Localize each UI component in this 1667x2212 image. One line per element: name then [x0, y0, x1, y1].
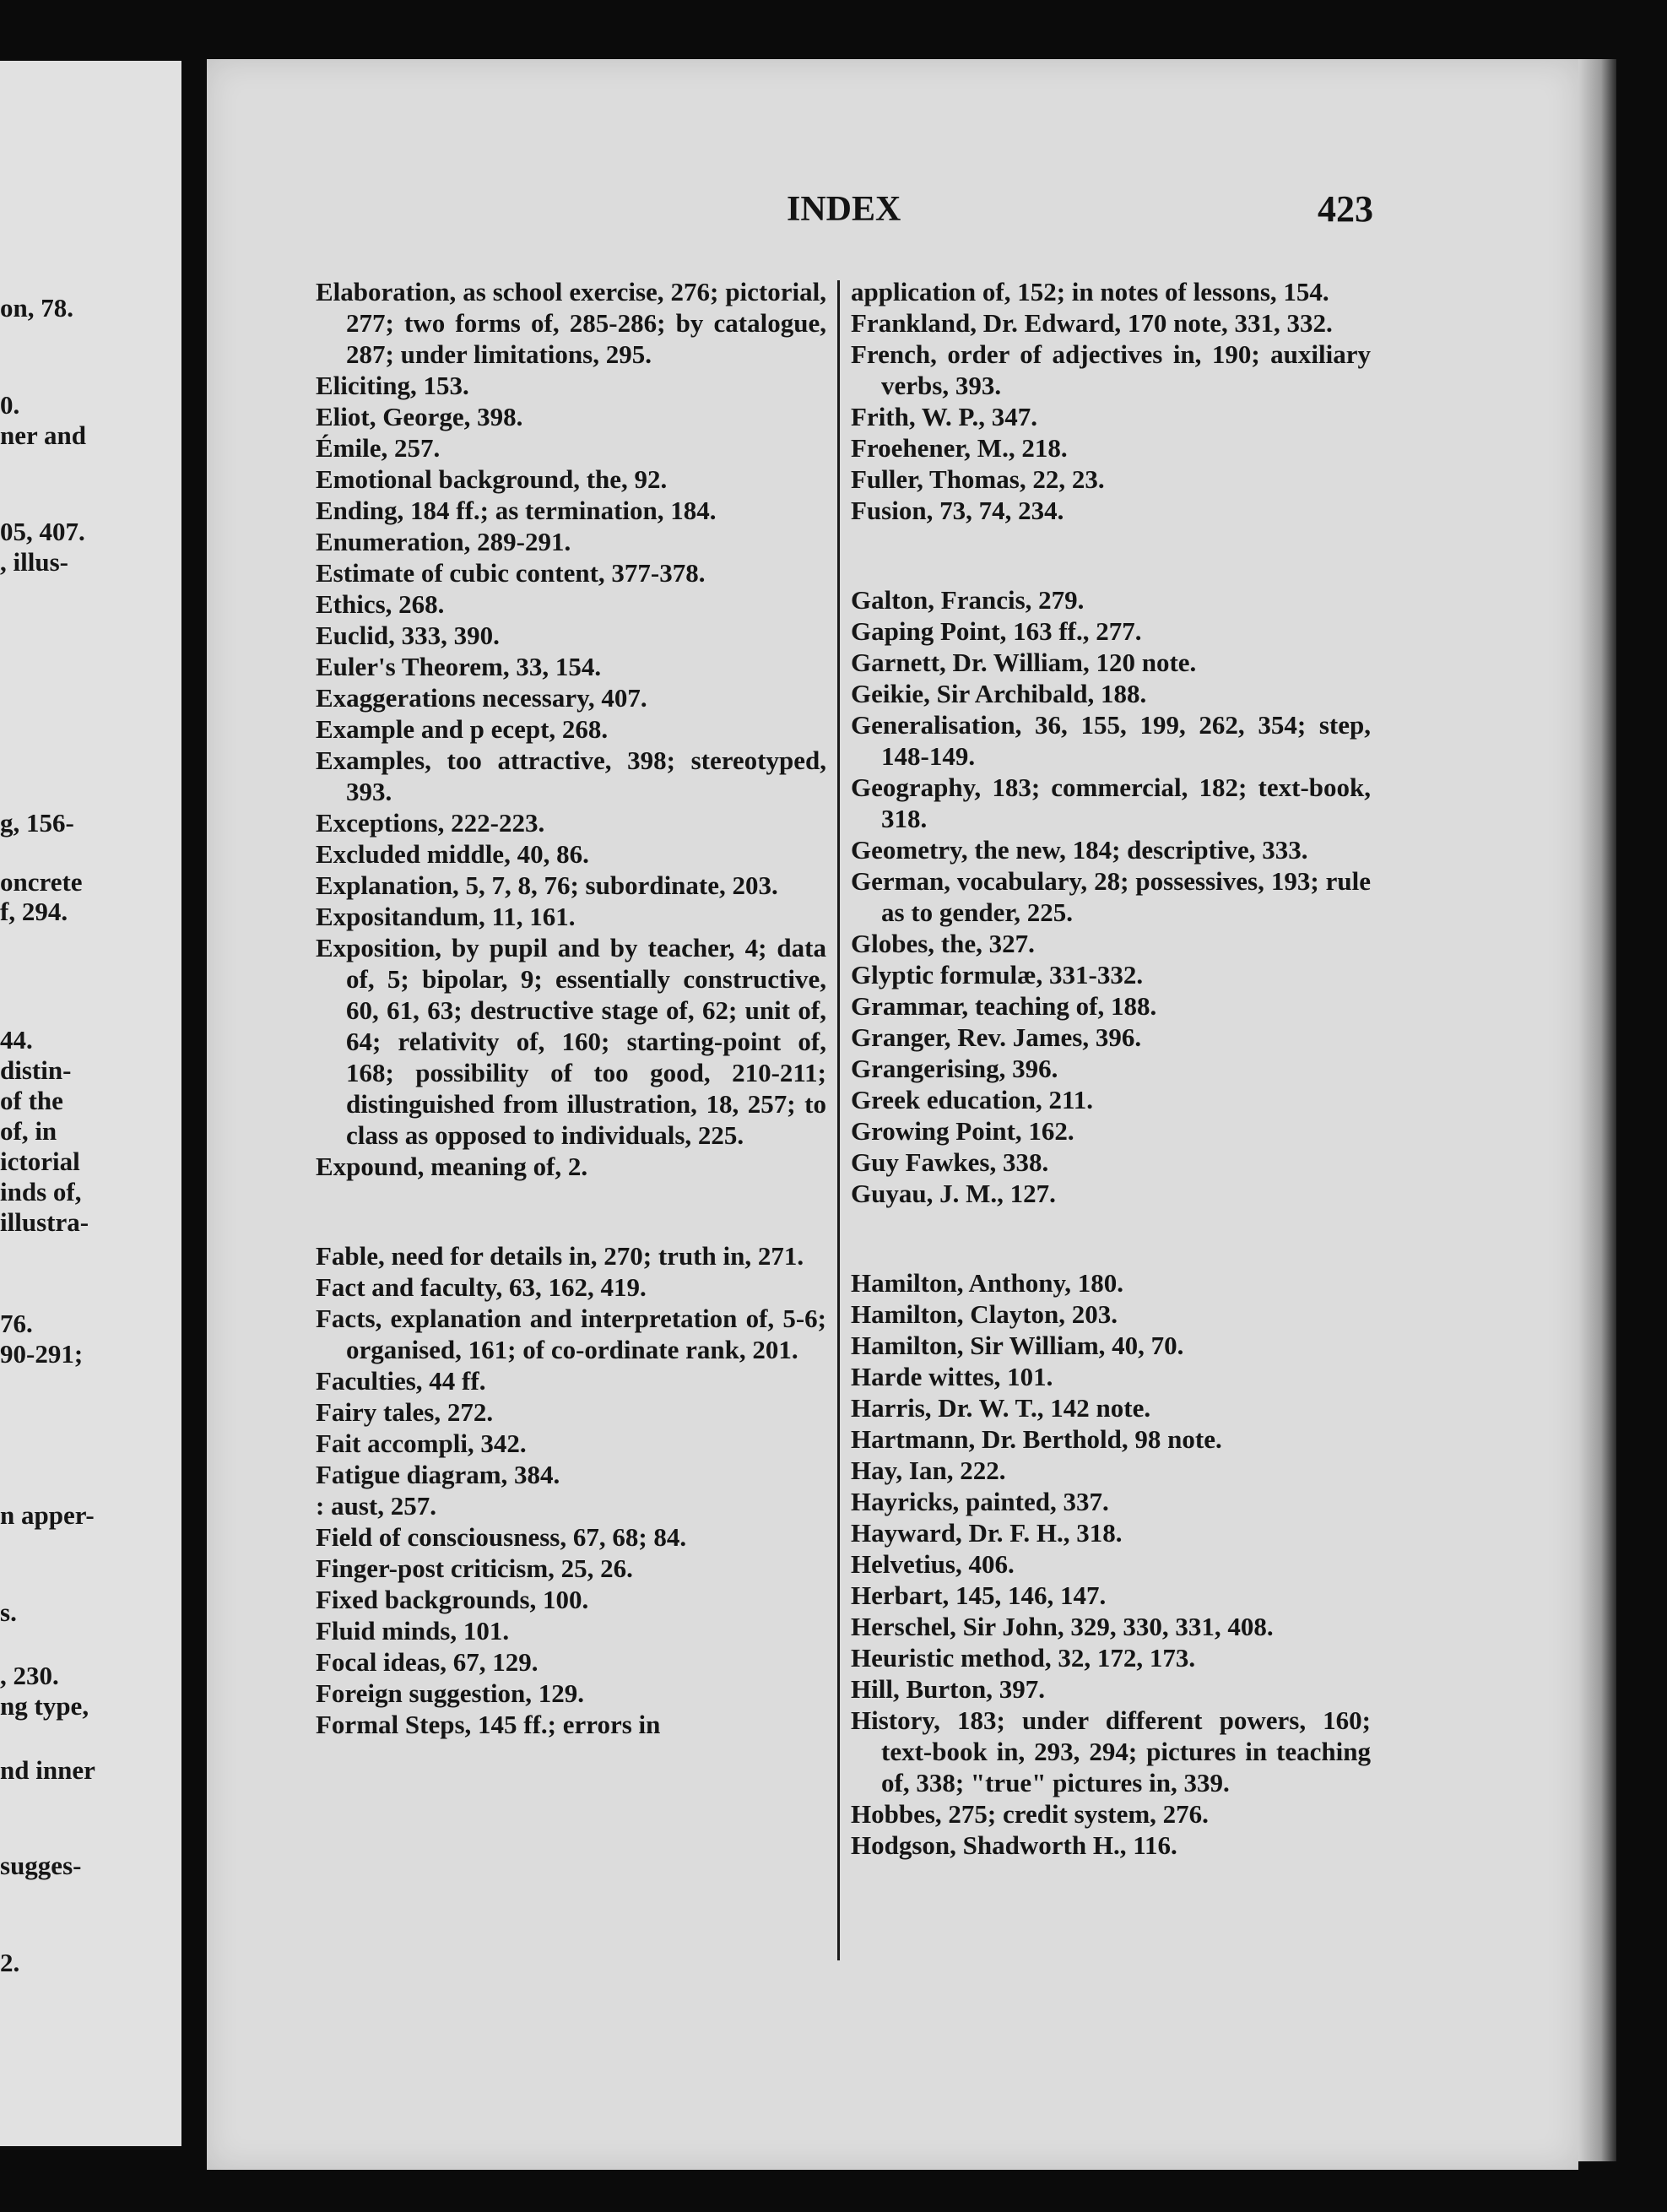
index-entry: Greek education, 211.	[851, 1085, 1094, 1114]
index-entry: Froehener, M., 218.	[851, 433, 1068, 463]
index-entry: Herbart, 145, 146, 147.	[851, 1580, 1107, 1610]
index-entry: Fixed backgrounds, 100.	[316, 1585, 589, 1614]
index-entry: Exceptions, 222-223.	[316, 808, 545, 838]
index-entry: Hill, Burton, 397.	[851, 1674, 1045, 1704]
column-divider	[837, 280, 840, 1960]
index-entry: Hay, Ian, 222.	[851, 1456, 1006, 1485]
index-entry: Hodgson, Shadworth H., 116.	[851, 1830, 1177, 1860]
index-entry: Fuller, Thomas, 22, 23.	[851, 464, 1105, 494]
index-entry: Formal Steps, 145 ff.; errors in	[316, 1710, 661, 1739]
index-entry: Estimate of cubic content, 377-378.	[316, 558, 706, 588]
index-entry: Hobbes, 275; credit system, 276.	[851, 1799, 1209, 1829]
index-entry: Glyptic formulæ, 331-332.	[851, 960, 1144, 989]
book-edge-strip	[1578, 59, 1616, 2161]
index-entry: Guy Fawkes, 338.	[851, 1147, 1049, 1177]
index-entry: Elaboration, as school exercise, 276; pictorial, 277; two forms of, 285-286; by catalogue, 287; under limitations, 295.	[316, 277, 826, 369]
index-entry: Enumeration, 289-291.	[316, 527, 571, 556]
facing-page-fragment: s.	[0, 1597, 17, 1627]
index-entry: application of, 152; in notes of lessons, 154.	[851, 277, 1329, 306]
facing-page-fragment: distin-	[0, 1055, 72, 1085]
index-entry: Example and p ecept, 268.	[316, 714, 609, 744]
index-entry: Facts, explanation and interpretation of, 5-6; organised, 161; of co-ordinate rank, 201.	[316, 1304, 826, 1364]
index-entry: Eliot, George, 398.	[316, 402, 523, 431]
index-entry: Foreign suggestion, 129.	[316, 1678, 585, 1708]
section-gap	[316, 1195, 826, 1227]
index-entry: Exposition, by pupil and by teacher, 4; data of, 5; bipolar, 9; essentially constructive, 60, 61, 63; destructive stage of, 62; unit of, 64; relativity of, 160; starting-point of, 168; possibility of too good, 210-211; distinguished from illustration, 18, 257; to class as opposed to individuals, 225.	[316, 933, 826, 1150]
facing-page-fragment: 90-291;	[0, 1339, 84, 1369]
index-entry: Growing Point, 162.	[851, 1116, 1074, 1146]
facing-page-fragment: on, 78.	[0, 293, 73, 323]
index-entry: Emotional background, the, 92.	[316, 464, 668, 494]
index-entry: Hartmann, Dr. Berthold, 98 note.	[851, 1424, 1222, 1454]
index-entry: Eliciting, 153.	[316, 371, 469, 400]
facing-page-fragment: inds of,	[0, 1177, 82, 1206]
index-entry: Finger-post criticism, 25, 26.	[316, 1553, 633, 1583]
section-gap	[851, 539, 1371, 571]
index-entry: Faculties, 44 ff.	[316, 1366, 486, 1396]
index-column-left	[316, 276, 826, 1740]
index-entry: Generalisation, 36, 155, 199, 262, 354; step, 148-149.	[851, 710, 1371, 771]
index-entry: Harde wittes, 101.	[851, 1362, 1053, 1391]
facing-page-fragment: of the	[0, 1086, 63, 1115]
index-entry: Hayward, Dr. F. H., 318.	[851, 1518, 1123, 1548]
index-entry: Gaping Point, 163 ff., 277.	[851, 616, 1142, 646]
index-entry: Frankland, Dr. Edward, 170 note, 331, 332.	[851, 308, 1333, 338]
index-entry: : aust, 257.	[316, 1491, 436, 1521]
index-entry: Fairy tales, 272.	[316, 1397, 494, 1427]
index-entry: Field of consciousness, 67, 68; 84.	[316, 1522, 687, 1552]
facing-page-fragment: ng type,	[0, 1691, 89, 1721]
index-entry: Euclid, 333, 390.	[316, 621, 500, 650]
index-entry: Grangerising, 396.	[851, 1054, 1058, 1083]
facing-page-fragment: 76.	[0, 1309, 33, 1338]
facing-page-fragment: 2.	[0, 1948, 20, 1977]
index-entry: Explanation, 5, 7, 8, 76; subordinate, 203.	[316, 870, 778, 900]
page-number: 423	[1318, 188, 1373, 230]
index-entry: German, vocabulary, 28; possessives, 193; rule as to gender, 225.	[851, 866, 1371, 927]
facing-page-fragment: of, in	[0, 1116, 57, 1146]
index-entry: Heuristic method, 32, 172, 173.	[851, 1643, 1196, 1673]
index-entry: Herschel, Sir John, 329, 330, 331, 408.	[851, 1612, 1274, 1641]
index-entry: Fatigue diagram, 384.	[316, 1460, 560, 1489]
index-entry: Helvetius, 406.	[851, 1549, 1015, 1579]
index-entry: Geikie, Sir Archibald, 188.	[851, 679, 1147, 708]
facing-page-fragment: , 230.	[0, 1661, 59, 1690]
index-entry: Excluded middle, 40, 86.	[316, 839, 589, 869]
index-entry: Grammar, teaching of, 188.	[851, 991, 1157, 1021]
index-entry: Garnett, Dr. William, 120 note.	[851, 648, 1197, 677]
index-column-right	[851, 276, 1371, 1861]
facing-page-fragment: sugges-	[0, 1851, 82, 1880]
facing-page-fragment: 0.	[0, 390, 20, 420]
index-entry: Examples, too attractive, 398; stereotyped, 393.	[316, 745, 826, 806]
index-entry: Fluid minds, 101.	[316, 1616, 510, 1645]
facing-page-edge	[0, 61, 181, 2146]
index-entry: Hamilton, Anthony, 180.	[851, 1268, 1123, 1298]
index-entry: French, order of adjectives in, 190; auxiliary verbs, 393.	[851, 339, 1371, 400]
index-entry: Geography, 183; commercial, 182; text-book, 318.	[851, 773, 1371, 833]
index-entry: Fact and faculty, 63, 162, 419.	[316, 1272, 647, 1302]
index-entry: Fait accompli, 342.	[316, 1429, 527, 1458]
index-entry: Expositandum, 11, 161.	[316, 902, 576, 931]
facing-page-fragment: f, 294.	[0, 897, 68, 926]
index-entry: Hamilton, Clayton, 203.	[851, 1299, 1118, 1329]
index-entry: Expound, meaning of, 2.	[316, 1152, 588, 1181]
index-entry: Frith, W. P., 347.	[851, 402, 1038, 431]
index-entry: Exaggerations necessary, 407.	[316, 683, 647, 713]
section-gap	[851, 1223, 1371, 1254]
index-entry: Hayricks, painted, 337.	[851, 1487, 1109, 1516]
facing-page-fragment: g, 156-	[0, 808, 74, 838]
index-entry: Guyau, J. M., 127.	[851, 1179, 1056, 1208]
index-entry: Ethics, 268.	[316, 589, 445, 619]
facing-page-fragment: nd inner	[0, 1755, 95, 1785]
facing-page-fragment: , illus-	[0, 547, 68, 577]
index-entry: Focal ideas, 67, 129.	[316, 1647, 539, 1677]
index-entry: Fable, need for details in, 270; truth in, 271.	[316, 1241, 804, 1271]
running-header	[787, 184, 1373, 235]
facing-page-fragment: 05, 407.	[0, 517, 85, 546]
index-entry: Émile, 257.	[316, 433, 441, 463]
index-entry: Hamilton, Sir William, 40, 70.	[851, 1331, 1184, 1360]
facing-page-fragment: ner and	[0, 420, 86, 450]
index-entry: Globes, the, 327.	[851, 929, 1035, 958]
index-entry: Ending, 184 ff.; as termination, 184.	[316, 496, 717, 525]
facing-page-fragment: ictorial	[0, 1147, 80, 1176]
index-entry: History, 183; under different powers, 160; text-book in, 293, 294; pictures in teaching of, 338; "true" pictures in, 339.	[851, 1705, 1371, 1797]
index-entry: Harris, Dr. W. T., 142 note.	[851, 1393, 1151, 1423]
page-title: INDEX	[787, 190, 901, 229]
facing-page-fragment: 44.	[0, 1025, 33, 1054]
facing-page-fragment: oncrete	[0, 867, 83, 897]
facing-page-fragment: n apper-	[0, 1500, 95, 1530]
facing-page-fragment: illustra-	[0, 1207, 89, 1237]
index-entry: Euler's Theorem, 33, 154.	[316, 652, 602, 681]
index-entry: Galton, Francis, 279.	[851, 585, 1085, 615]
index-entry: Geometry, the new, 184; descriptive, 333.	[851, 835, 1308, 865]
index-entry: Fusion, 73, 74, 234.	[851, 496, 1064, 525]
index-entry: Granger, Rev. James, 396.	[851, 1022, 1142, 1052]
